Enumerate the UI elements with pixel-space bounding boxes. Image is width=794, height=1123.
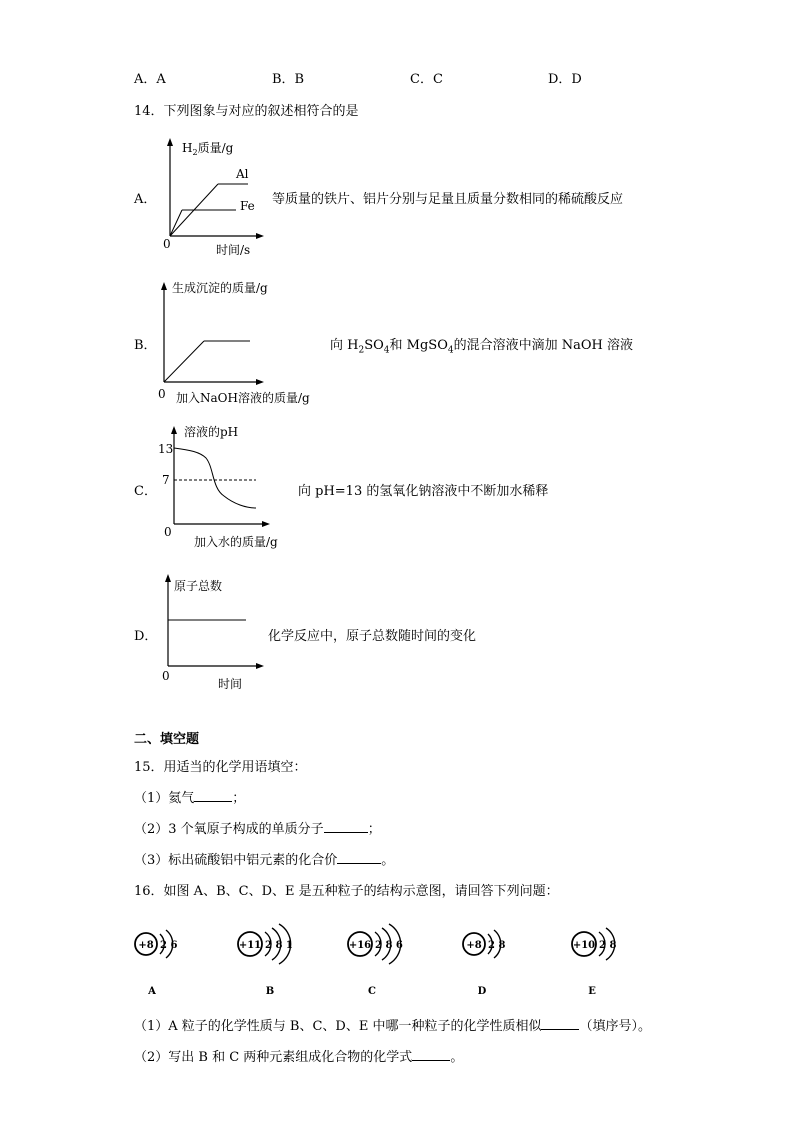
particle-a-shells: 2 6 <box>160 940 178 951</box>
q14-a-label: A． <box>134 192 157 207</box>
q15-item-2: （2）3 个氧原子构成的单质分子 ； <box>134 822 381 837</box>
particle-c-diagram <box>342 918 412 1000</box>
q14-a-ylabel: $H_2$质量/g <box>182 141 234 157</box>
q15-stem: 15．用适当的化学用语填空： <box>134 760 307 775</box>
q13-option-b: B．B <box>272 72 305 87</box>
q16-question-2: （2）写出 B 和 C 两种元素组成化合物的化学式 。 <box>134 1050 464 1065</box>
particle-e-label: E <box>588 986 596 997</box>
q14-c-desc: 向 pH=13 的氢氧化钠溶液中不断加水稀释 <box>298 484 549 499</box>
q16-stem: 16．如图 A、B、C、D、E 是五种粒子的结构示意图，请回答下列问题： <box>134 884 559 899</box>
q14-d-xlabel: 时间 <box>218 677 243 691</box>
q14-c-origin: 0 <box>164 525 172 539</box>
particle-d-label: D <box>477 986 487 997</box>
particle-d-shells: 2 8 <box>488 940 506 951</box>
q14-c-label: C． <box>134 484 157 499</box>
answer-blank[interactable] <box>541 1017 579 1030</box>
particle-c-nucleus: +16 <box>348 940 372 951</box>
particle-d-nucleus: +8 <box>466 940 482 951</box>
q13-option-a: A．A <box>134 72 166 87</box>
q15-item-3: （3）标出硫酸铝中铝元素的化合价 。 <box>134 853 395 868</box>
q14-d-graph <box>156 570 266 696</box>
q14-c-tick-13: 13 <box>158 442 174 456</box>
q14-a-graph <box>160 136 270 260</box>
q14-d-ylabel: 原子总数 <box>174 579 223 593</box>
answer-blank[interactable] <box>337 851 381 864</box>
q14-a-fe-label: Fe <box>240 199 255 213</box>
q14-a-xlabel: 时间/s <box>216 243 251 257</box>
q14-a-origin: 0 <box>163 237 171 251</box>
particle-a-nucleus: +8 <box>138 940 154 951</box>
q14-b-graph <box>152 278 332 408</box>
q14-b-ylabel: 生成沉淀的质量/g <box>172 281 268 295</box>
q14-d-label: D． <box>134 629 158 644</box>
q14-b-origin: 0 <box>158 387 166 401</box>
q14-stem: 14．下列图象与对应的叙述相符合的是 <box>134 104 359 119</box>
particle-a-label: A <box>148 986 156 997</box>
q14-d-desc: 化学反应中，原子总数随时间的变化 <box>268 629 477 644</box>
particle-d-diagram <box>456 918 516 1000</box>
q14-c-ylabel: 溶液的pH <box>184 425 239 439</box>
q14-c-tick-7: 7 <box>162 473 170 487</box>
answer-blank[interactable] <box>194 789 232 802</box>
q16-question-1: （1）A 粒子的化学性质与 B、C、D、E 中哪一种粒子的化学性质相似 （填序号）。 <box>134 1019 651 1034</box>
particle-b-shells: 2 8 1 <box>265 940 293 951</box>
particle-b-diagram <box>232 918 302 1000</box>
section-title: 二、填空题 <box>134 732 200 747</box>
q14-b-xlabel: 加入NaOH溶液的质量/g <box>176 391 310 405</box>
q14-b-desc: 向 $H_2SO_4$和 MgSO$_4$的混合溶液中滴加 NaOH 溶液 <box>330 338 633 356</box>
particle-a-diagram <box>128 918 188 1000</box>
q14-a-desc: 等质量的铁片、铝片分别与足量且质量分数相同的稀硫酸反应 <box>272 192 624 207</box>
q14-c-graph <box>154 422 314 552</box>
particle-c-label: C <box>368 986 376 997</box>
q15-item-1: （1）氦气 ； <box>134 791 246 806</box>
answer-blank[interactable] <box>324 820 368 833</box>
answer-blank[interactable] <box>412 1048 450 1061</box>
q14-b-label: B． <box>134 338 157 353</box>
particle-e-nucleus: +10 <box>572 940 596 951</box>
particle-c-shells: 2 8 6 <box>375 940 403 951</box>
particle-b-nucleus: +11 <box>238 940 262 951</box>
q14-d-origin: 0 <box>162 669 170 683</box>
particle-e-diagram <box>566 918 626 1000</box>
q14-a-al-label: Al <box>236 167 249 181</box>
q13-option-c: C．C <box>410 72 443 87</box>
particle-e-shells: 2 8 <box>599 940 617 951</box>
q13-option-d: D．D <box>548 72 582 87</box>
particle-b-label: B <box>265 986 275 997</box>
q14-c-xlabel: 加入水的质量/g <box>194 535 278 549</box>
